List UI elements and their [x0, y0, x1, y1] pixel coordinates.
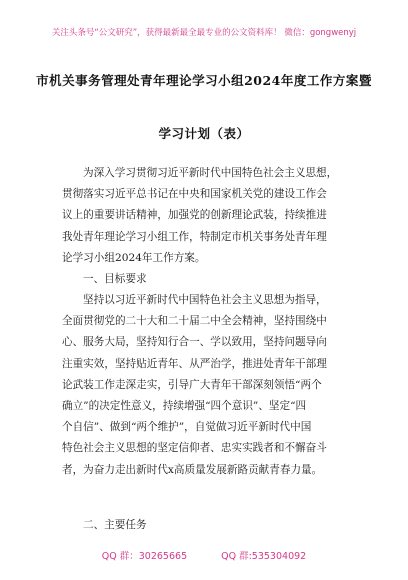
intro-line: 议上的重要讲话精神，加强党的创新理论武装，持续推进 [62, 209, 327, 222]
intro-paragraph [62, 163, 352, 269]
qq-group-2: QQ 群:535304092 [221, 551, 307, 562]
section-1-line: 者，为奋力走出新时代x高质量发展新路贡献青春力量。 [62, 463, 323, 476]
document-title-line-2: 学习计划（表） [158, 126, 250, 141]
intro-line: 贯彻落实习近平总书记在中央和国家机关党的建设工作会 [62, 188, 327, 201]
section-2-heading [62, 515, 352, 536]
intro-line: 我处青年理论学习小组工作，特制定市机关事务处青年理 [62, 230, 327, 243]
intro-line: 论学习小组2024年工作方案。 [62, 251, 206, 264]
section-1-line: 心、服务大局，坚持知行合一、学以致用，坚持问题导向 [62, 336, 327, 349]
section-1-line: 坚持以习近平新时代中国特色社会主义思想为指导， [83, 294, 327, 306]
section-1-line: 个自信”、做到“两个维护”，自觉做习近平新时代中国 [62, 421, 312, 434]
section-1-paragraph [62, 290, 352, 481]
section-heading: 一、目标要求 [83, 273, 147, 285]
section-1-line: 确立”的决定性意义，持续增强“四个意识”、坚定“四 [62, 399, 307, 412]
section-1-line: 全面贯彻党的二十大和二十届二中全会精神，坚持围绕中 [62, 315, 327, 328]
section-heading: 二、主要任务 [83, 519, 147, 531]
document-title-line-1: 市机关事务管理处青年理论学习小组2024年度工作方案暨 [36, 73, 372, 88]
section-1-line: 注重实效，坚持贴近青年、从严治学，推进处青年干部理 [62, 357, 327, 370]
section-1-line: 特色社会主义思想的坚定信仰者、忠实实践者和不懈奋斗 [62, 442, 327, 455]
qq-group-1: QQ 群：30265665 [101, 551, 188, 562]
section-1-line: 论武装工作走深走实，引导广大青年干部深刻领悟“两个 [62, 378, 322, 391]
header-notice: 关注头条号“公文研究”，获得最新最全最专业的公文资料库！ 微信：gongwenyj [51, 28, 357, 38]
footer-contact [0, 548, 408, 562]
section-1-heading [62, 269, 352, 290]
intro-line: 为深入学习贯彻习近平新时代中国特色社会主义思想， [83, 167, 338, 179]
